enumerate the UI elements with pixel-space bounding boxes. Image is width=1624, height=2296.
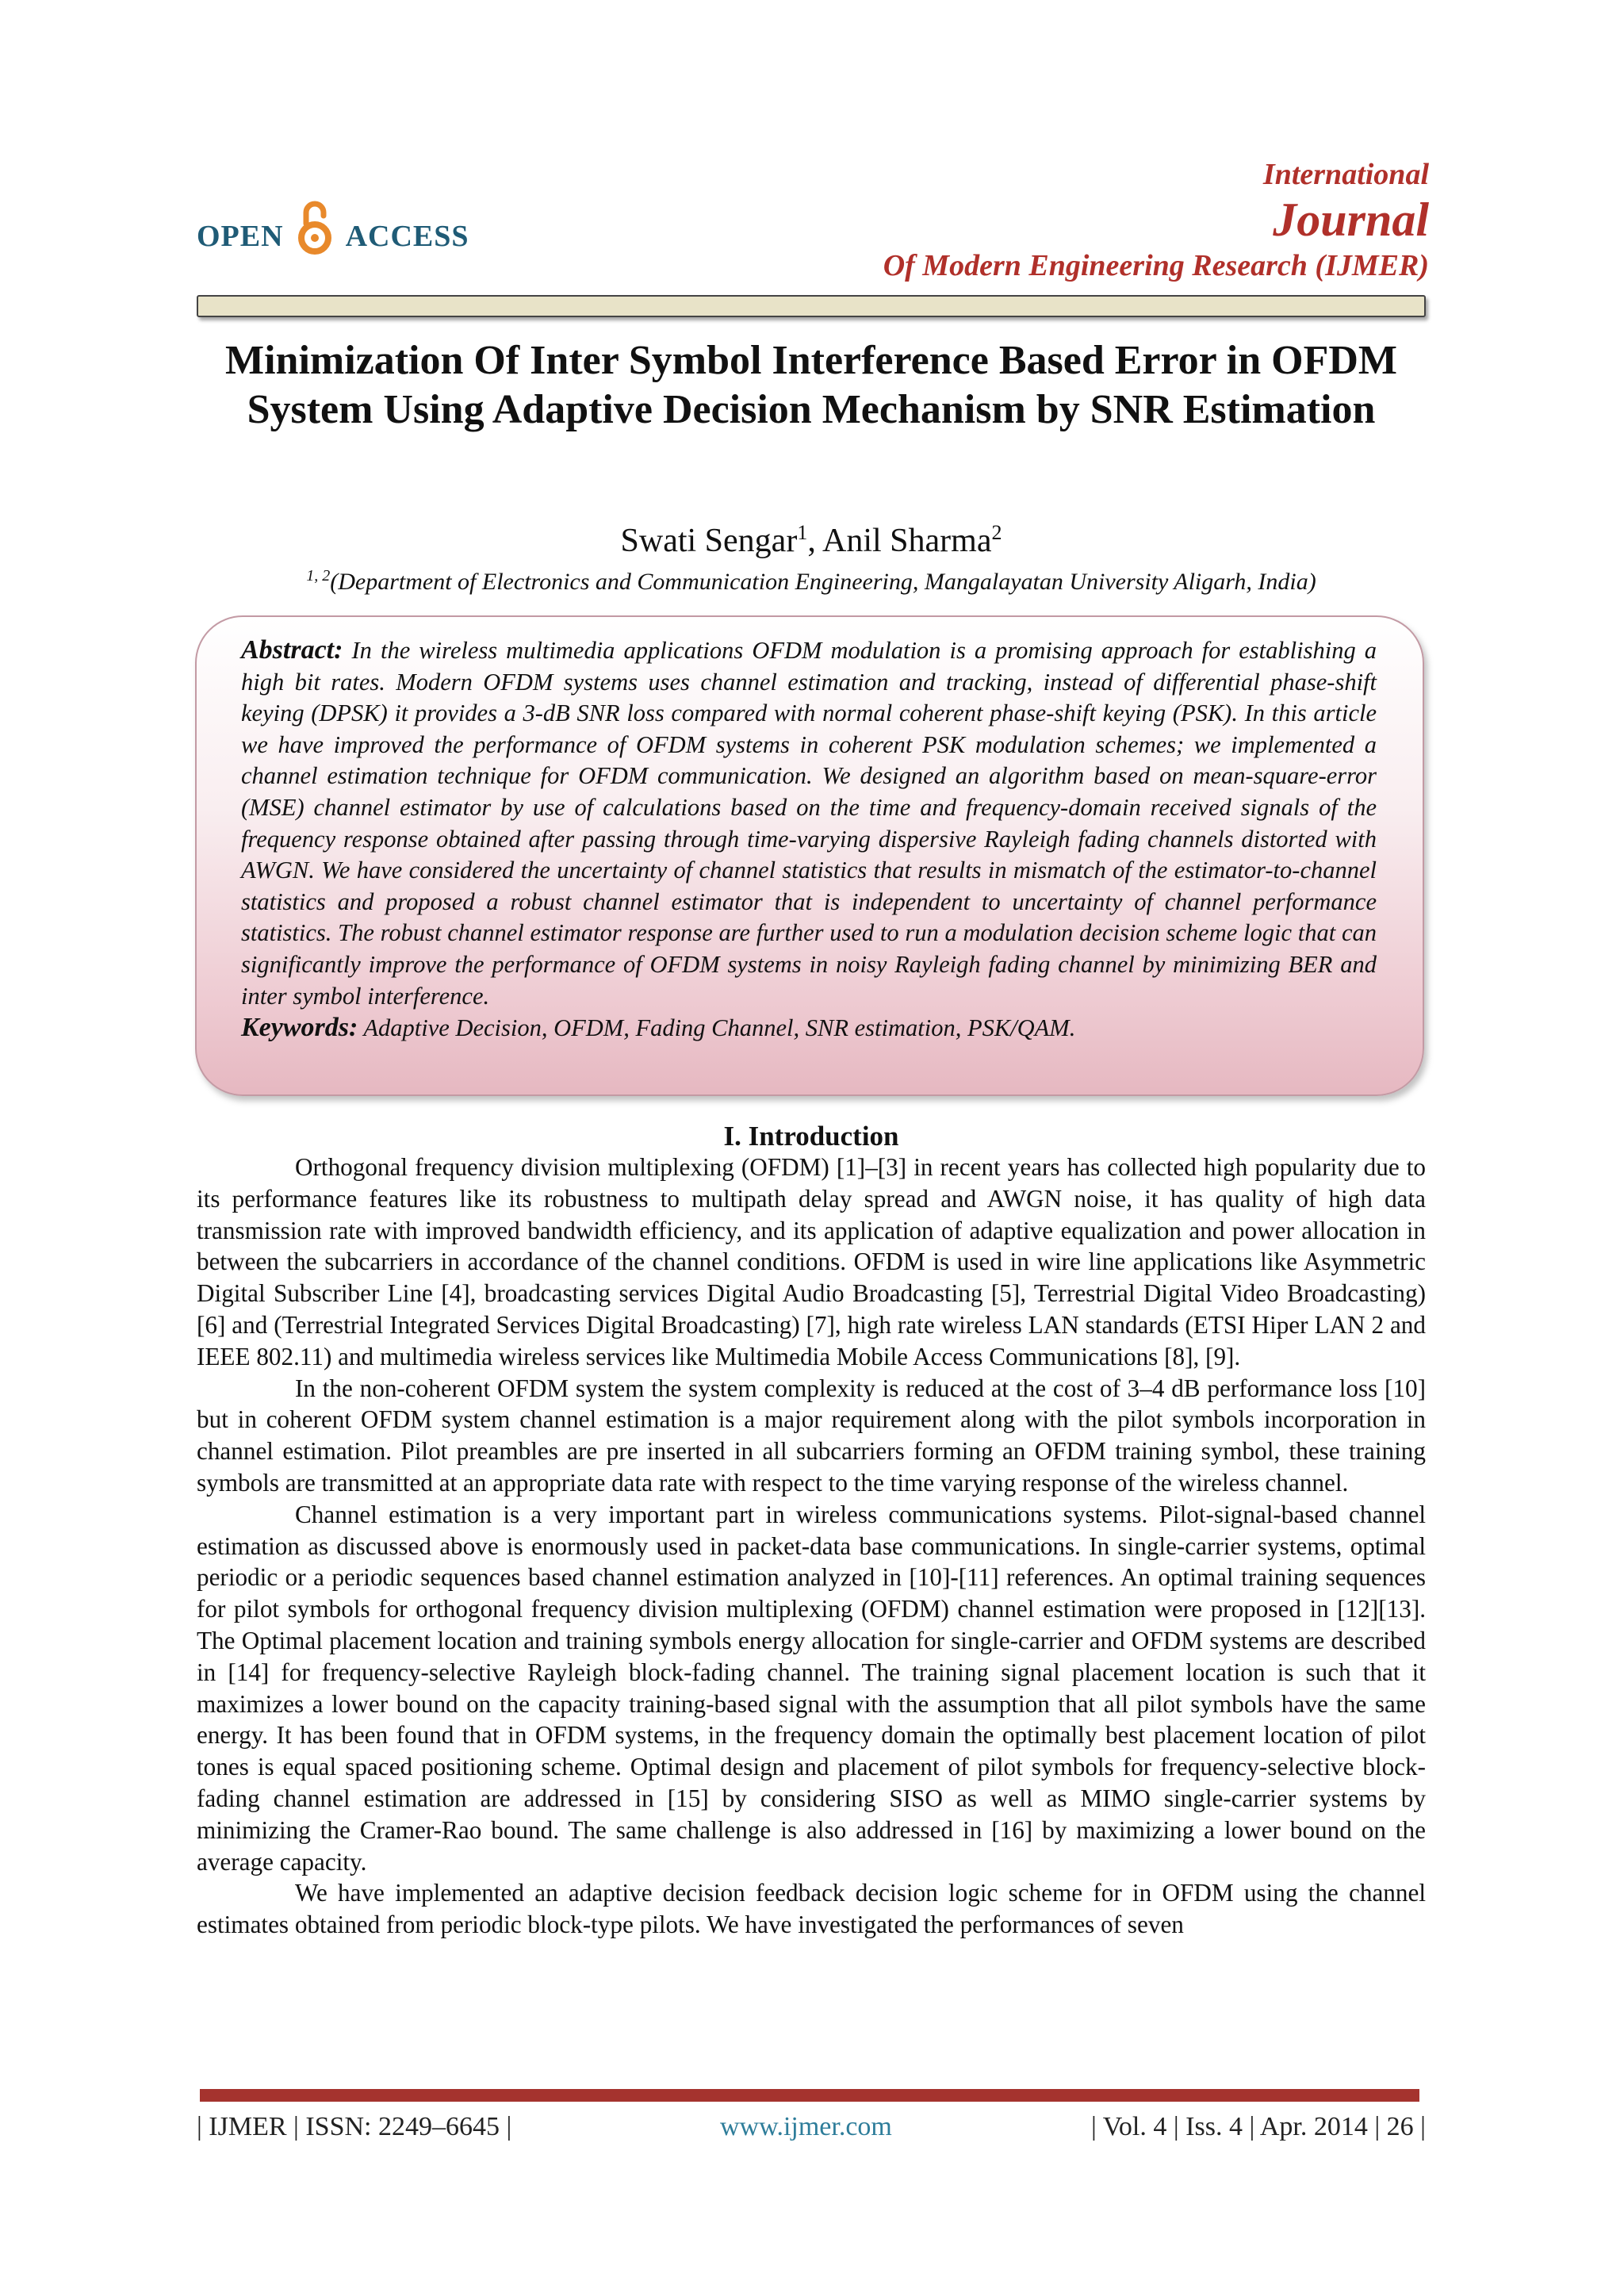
journal-masthead — [883, 155, 1429, 286]
footer-issn: | IJMER | ISSN: 2249–6645 | — [197, 2112, 512, 2141]
abstract-body: In the wireless multimedia applications OFDM modulation is a promising approach for establishing a high bit rates. Modern OFDM systems uses channel estimation and tracking, instead of differential phase-shift keying (DPSK) it provides a 3-dB SNR loss compared with normal coherent phase-shift keying (PSK). In this article we have improved the performance of OFDM systems in coherent PSK modulation schemes; we implemented a channel estimation technique for OFDM communication. We designed an algorithm based on mean-square-error (MSE) channel estimator by use of calculations based on the time and frequency-domain received signals of the frequency response obtained after passing through time-varying dispersive Rayleigh fading channels distorted with AWGN. We have considered the uncertainty of channel statistics that results in mismatch of the estimator-to-channel statistics and proposed a robust channel estimator that is independent to uncertainty of channel performance statistics. The robust channel estimator response are further used to run a modulation decision scheme logic that can significantly improve the performance of OFDM systems in noisy Rayleigh fading channel by minimizing BER and inter symbol interference. — [241, 637, 1377, 1010]
section-heading: I. Introduction — [723, 1121, 899, 1152]
footer-volume-page: | Vol. 4 | Iss. 4 | Apr. 2014 | 26 | — [1091, 2112, 1426, 2141]
footer-website-link[interactable]: www.ijmer.com — [720, 2112, 892, 2141]
abstract — [241, 634, 1377, 1012]
abstract-label: Abstract: — [241, 635, 343, 665]
author-name: Anil Sharma — [822, 523, 992, 559]
journal-word: Journal — [1273, 194, 1429, 246]
keywords — [241, 1012, 1377, 1044]
journal-subtitle: Of Modern Engineering Research (IJMER) — [883, 249, 1429, 282]
open-lock-icon — [295, 197, 335, 260]
paragraph: In the non-coherent OFDM system the system complexity is reduced at the cost of 3–4 dB performance loss [10] but in coherent OFDM system channel estimation is a major requirement along with the pilot symbols incorporation in channel estimation. Pilot preambles are pre inserted in all subcarriers forming an OFDM training symbol, these training symbols are transmitted at an appropriate data rate with respect to the time varying response of the wireless channel. — [197, 1374, 1426, 1497]
open-access-label-access: ACCESS — [345, 220, 469, 253]
author-list — [197, 511, 1426, 563]
open-access-label-open: OPEN — [197, 220, 284, 253]
author-name: Swati Sengar — [620, 523, 798, 559]
paragraph: Orthogonal frequency division multiplexing (OFDM) [1]–[3] in recent years has collected high popularity due to its performance features like its robustness to multipath delay spread and AWGN noise, it has quality of high data transmission rate with improved bandwidth efficiency, and its application of adaptive equalization and power allocation in between the subcarriers in accordance of the channel conditions. OFDM is used in wire line applications like Asymmetric Digital Subscriber Line [4], broadcasting services Digital Audio Broadcasting [5], Terrestrial Digital Video Broadcasting) [6] and (Terrestrial Integrated Services Digital Broadcasting) [7], high rate wireless LAN standards (ETSI Hiper LAN 2 and IEEE 802.11) and multimedia wireless services like Multimedia Mobile Access Communications [8], [9]. — [197, 1153, 1426, 1370]
paragraph: We have implemented an adaptive decision feedback decision logic scheme for in OFDM using the channel estimates obtained from periodic block-type pilots. We have investigated the performances of seven — [197, 1879, 1426, 1939]
abstract-box — [195, 615, 1424, 1096]
paragraph: Channel estimation is a very important part in wireless communications systems. Pilot-signal-based channel estimation as discussed above is enormously used in packet-data base communications. In single-carrier systems, optimal periodic or a periodic sequences based channel estimation analyzed in [10]-[11] references. An optimal training sequences for pilot symbols for orthogonal frequency division multiplexing (OFDM) channel estimation were proposed in [12][13]. The Optimal placement location and training symbols energy allocation for single-carrier and OFDM systems are described in [14] for frequency-selective Rayleigh block-fading channel. The training signal placement location is such that it maximizes a lower bound on the capacity training-based signal with the assumption that all pilot symbols have the same energy. It has been found that in OFDM systems, in the frequency domain the optimally best placement location of pilot tones is equal spaced positioning scheme. Optimal design and placement of pilot symbols for frequency-selective block-fading channel estimation are addressed in [15] by considering SISO as well as MIMO single-carrier systems by minimizing the Cramer-Rao bound. The same challenge is also addressed in [16] by maximizing a lower bound on the average capacity. — [197, 1500, 1426, 1876]
author-affiliation-mark: 2 — [991, 521, 1002, 544]
keywords-label: Keywords: — [241, 1013, 358, 1043]
header-divider-bar — [197, 295, 1426, 317]
affiliation — [197, 560, 1426, 598]
keywords-body: Adaptive Decision, OFDM, Fading Channel, SNR estimation, PSK/QAM. — [363, 1014, 1076, 1042]
footer-divider-bar — [200, 2089, 1419, 2102]
affiliation-text: (Department of Electronics and Communication Engineering, Mangalayatan University Aligarh, India) — [330, 569, 1316, 595]
body-text — [197, 1152, 1426, 1941]
journal-international: International — [1262, 158, 1429, 191]
author-affiliation-mark: 1 — [797, 521, 808, 544]
paper-title: Minimization Of Inter Symbol Interference Based Error in OFDM System Using Adaptive Decision Mechanism by SNR Estimation — [225, 338, 1397, 432]
author-separator: , — [807, 523, 822, 559]
open-access-logo — [197, 205, 469, 268]
affiliation-mark: 1, 2 — [306, 567, 331, 585]
